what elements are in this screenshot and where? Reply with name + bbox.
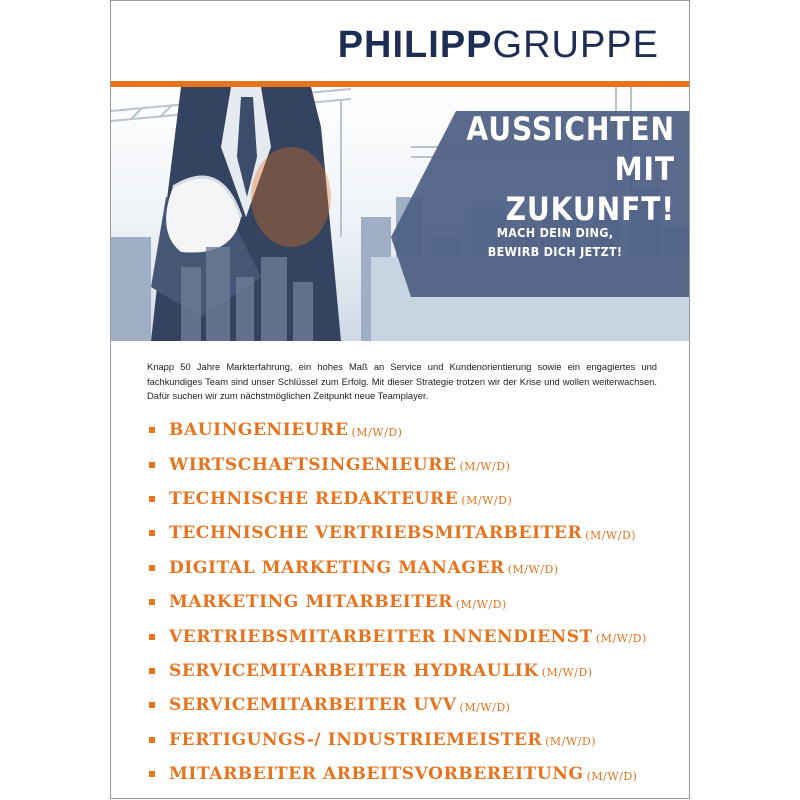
job-title: TECHNISCHE VERTRIEBSMITARBEITER — [169, 523, 583, 544]
bullet-icon — [149, 668, 155, 674]
job-listing-item — [149, 619, 679, 653]
gender-suffix: (M/W/D) — [455, 597, 507, 611]
job-list — [149, 413, 679, 791]
hero-headline: AUSSICHTEN MIT ZUKUNFT! — [466, 110, 675, 228]
bullet-icon — [149, 737, 155, 743]
bullet-icon — [149, 496, 155, 502]
job-title: TECHNISCHE REDAKTEURE — [169, 488, 459, 509]
gender-suffix: (M/W/D) — [459, 460, 511, 474]
gender-suffix: (M/W/D) — [459, 700, 511, 714]
gender-suffix: (M/W/D) — [545, 735, 596, 749]
job-listing-item — [149, 551, 679, 585]
job-title: SERVICEMITARBEITER HYDRAULIK — [169, 660, 539, 681]
job-title: DIGITAL MARKETING MANAGER — [169, 557, 505, 578]
hero-subline: MACH DEIN DING, BEWIRB DICH JETZT! — [487, 225, 623, 259]
gender-suffix: (M/W/D) — [541, 666, 593, 680]
job-listing-item — [149, 688, 679, 722]
bullet-icon — [149, 530, 155, 536]
job-title: BAUINGENIEURE — [169, 420, 349, 441]
job-title: MARKETING MITARBEITER — [169, 592, 453, 613]
bullet-icon — [149, 427, 155, 433]
job-listing-item — [149, 482, 679, 516]
job-listing-item — [149, 757, 679, 791]
job-title: WIRTSCHAFTSINGENIEURE — [169, 454, 457, 475]
job-listing-item — [149, 413, 679, 447]
job-listing-item — [149, 447, 679, 481]
bullet-icon — [149, 599, 155, 605]
gender-suffix: (M/W/D) — [351, 425, 403, 439]
bullet-icon — [149, 634, 155, 640]
gender-suffix: (M/W/D) — [595, 632, 647, 646]
bullet-icon — [149, 565, 155, 571]
bullet-icon — [149, 771, 155, 777]
gender-suffix: (M/W/D) — [585, 528, 637, 542]
job-title: SERVICEMITARBEITER UVV — [169, 695, 457, 716]
job-listing-item — [149, 654, 679, 688]
intro-paragraph: Knapp 50 Jahre Markterfahrung, ein hohes Maß an Service und Kundenorientierung sowie ein engagiertes und fachkundiges Team sind unser Schlüssel zum Erfolg. Mit dieser Strategie trotzen wir der Krise und wollen weiterwachsen. Dafür suchen wir zum nächstmöglichen Zeitpunkt neue Teamplayer. — [147, 361, 657, 402]
job-listing-item — [149, 585, 679, 619]
job-title: MITARBEITER ARBEITSVORBEREITUNG — [169, 764, 584, 785]
job-title: VERTRIEBSMITARBEITER INNENDIENST — [169, 626, 593, 647]
job-listing-item — [149, 723, 679, 757]
job-poster — [110, 0, 690, 799]
bullet-icon — [149, 702, 155, 708]
gender-suffix: (M/W/D) — [461, 494, 513, 508]
company-logo: PHILIPPGRUPPE — [337, 24, 659, 66]
gender-suffix: (M/W/D) — [586, 769, 638, 783]
job-title: FERTIGUNGS-/ INDUSTRIEMEISTER — [169, 729, 543, 750]
gender-suffix: (M/W/D) — [507, 563, 559, 577]
bullet-icon — [149, 462, 155, 468]
job-listing-item — [149, 516, 679, 550]
